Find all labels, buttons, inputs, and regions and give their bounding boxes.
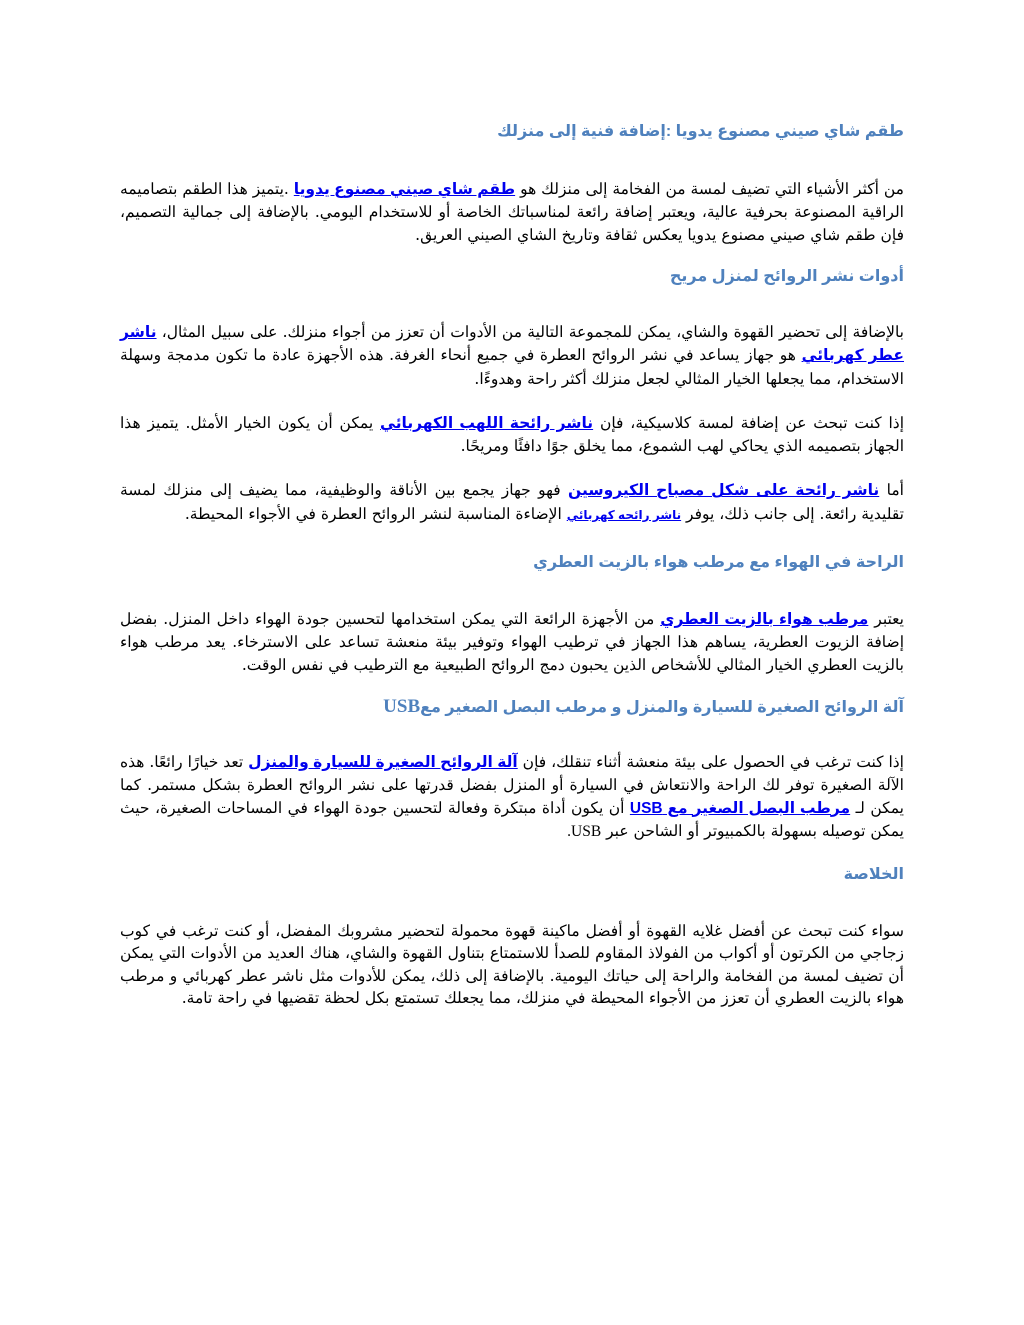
paragraph: إذا كنت تبحث عن إضافة لمسة كلاسيكية، فإن ناشر رائحة اللهب الكهربائي يمكن أن يكون الخيار الأمثل. يتميز هذا الجهاز بتصميمه الذي يحاكي لهب الشموع، مما يخلق جوًا دافئًا ومريحًا. <box>120 413 905 456</box>
paragraph: يعتبر مرطب هواء بالزيت العطري من الأجهزة الرائعة التي يمكن استخدامها لتحسين جودة الهواء داخل المنزل. بفضل إضافة الزيوت العطرية، يساهم هذا الجهاز في ترطيب الهواء وتوفير بيئة منعشة تساعد على الاسترخاء. يعد مرطب هواء بالزيت العطري الخيار المثالي للأشخاص الذين يحبون دمج الروائح الطبيعية مع الترطيب في نفس الوقت. <box>120 610 904 674</box>
section-heading: أدوات نشر الروائح لمنزل مريح <box>669 268 904 285</box>
link-mini-aroma-machine[interactable]: آلة الروائح الصغيرة للسيارة والمنزل <box>248 754 518 771</box>
paragraph: بالإضافة إلى تحضير القهوة والشاي، يمكن للمجموعة التالية من الأدوات أن تعزز من أجواء منزلك. على سبيل المثال، ناشر عطر كهربائي هو جهاز يساعد في نشر الروائح العطرة في جميع أنحاء الغرفة. هذه الأجهزة عادة ما تكون مدمجة وسهلة الاستخدام، مما يجعلها الخيار المثالي لجعل منزلك أكثر راحة وهدوءًا. <box>120 323 904 388</box>
link-kerosene-lamp-diffuser[interactable]: ناشر رائحة على شكل مصباح الكيروسين <box>568 482 880 500</box>
paragraph: إذا كنت ترغب في الحصول على بيئة منعشة أثناء تنقلك، فإن آلة الروائح الصغيرة للسيارة والمنزل تعد خيارًا رائعًا. هذه الآلة الصغيرة توفر لك الراحة والانتعاش في السيارة أو المنزل بفضل قدرتها على نشر الروائح العطرة بشكل مستمر. كما يمكن لـ مرطب البصل الصغير مع USB أن يكون أداة مبتكرة وفعالة لتحسين جودة الهواء في المساحات الصغيرة، حيث يمكن توصيله بسهولة بالكمبيوتر أو الشاحن عبر USB. <box>120 753 904 840</box>
section-heading: الخلاصة <box>843 866 904 883</box>
link-electric-perfume-diffuser[interactable]: ناشر عطر كهربائي <box>120 324 904 365</box>
paragraph: سواء كنت تبحث عن أفضل غلايه القهوة أو أفضل ماكينة قهوة محمولة لتحضير مشروبك المفضل، أو كنت ترغب في كوب زجاجي من الكرتون أو أكواب من الفولاذ المقاوم للصدأ للاستمتاع بتناول القهوة والشاي، هناك العديد من الأدوات التي يمكن أن تضيف لمسة من الفخامة والراحة إلى حياتك اليومية. بالإضافة إلى ذلك، يمكن للأدوات مثل ناشر عطر كهربائي و مرطب هواء بالزيت العطري أن تعزز من الأجواء المحيطة في منزلك، مما يجعلك تستمتع بكل لحظة تقضيها في راحة تامة. <box>120 922 904 1007</box>
section-heading: طقم شاي صيني مصنوع يدويا :إضافة فنية إلى منزلك <box>497 123 904 140</box>
link-essential-oil-humidifier[interactable]: مرطب هواء بالزيت العطري <box>660 611 869 628</box>
document-page <box>120 0 904 1325</box>
heading-usb-text: USB <box>383 696 421 717</box>
section-mini-aroma-machine <box>120 696 904 843</box>
paragraph: أما ناشر رائحة على شكل مصباح الكيروسين فهو جهاز يجمع بين الأناقة والوظيفية، مما يضيف إلى منزلك لمسة تقليدية رائعة. إلى جانب ذلك، يوفر ناشر رائحه كهربائي الإضاءة المناسبة لنشر الروائح العطرة في الأجواء المحيطة. <box>120 481 904 523</box>
section-heading: آلة الروائح الصغيرة للسيارة والمنزل و مرطب البصل الصغير معUSB <box>383 696 904 717</box>
link-electric-scent-diffuser[interactable]: ناشر رائحه كهربائي <box>566 507 682 522</box>
section-essential-oil-humidifier <box>120 552 904 676</box>
link-mini-onion-humidifier-usb[interactable]: مرطب البصل الصغير مع USB <box>629 799 851 817</box>
link-flame-aroma-diffuser[interactable]: ناشر رائحة اللهب الكهربائي <box>380 414 594 432</box>
paragraph: من أكثر الأشياء التي تضيف لمسة من الفخامة إلى منزلك هو طقم شاي صيني مصنوع يدويا .يتميز هذا الطقم بتصاميمه الراقية المصنوعة بحرفية عالية، ويعتبر إضافة رائعة لمناسباتك الخاصة أو للاستخدام اليومي. بالإضافة إلى جمالية التصميم، فإن طقم شاي صيني مصنوع يدويا يعكس ثقافة وتاريخ الشاي الصيني العريق. <box>120 180 904 244</box>
section-aroma-tools <box>120 266 904 526</box>
section-heading: الراحة في الهواء مع مرطب هواء بالزيت العطري <box>533 554 904 571</box>
section-conclusion <box>120 864 904 1009</box>
link-handmade-tea-set[interactable]: طقم شاي صيني مصنوع يدويا <box>293 181 516 198</box>
section-handmade-tea-set <box>120 121 904 246</box>
